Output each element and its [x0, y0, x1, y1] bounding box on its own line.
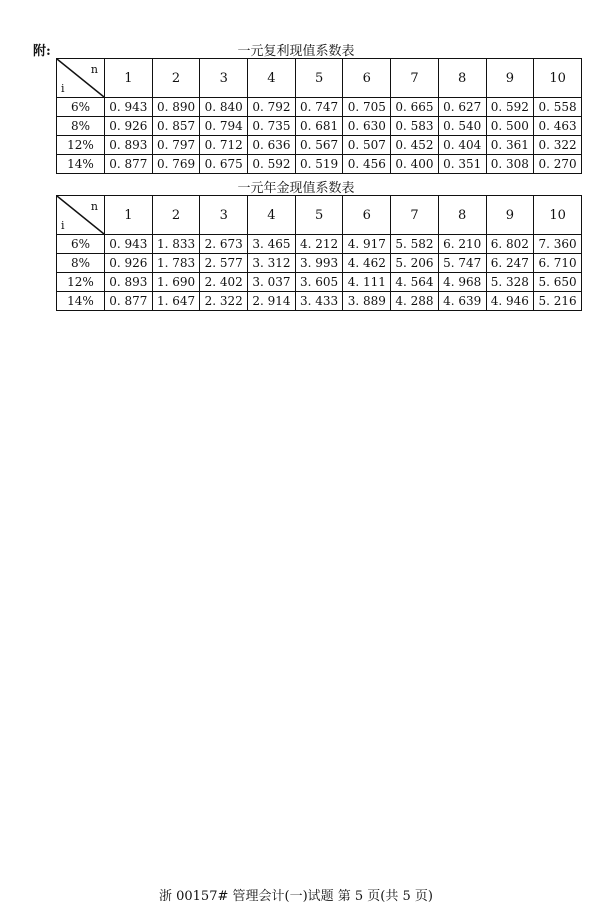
column-header: 4 [248, 196, 296, 235]
table-cell: 4. 564 [391, 273, 439, 292]
table-cell: 2. 322 [200, 292, 248, 311]
table-cell: 0. 308 [486, 155, 534, 174]
table-cell: 0. 675 [200, 155, 248, 174]
table-cell: 0. 636 [248, 136, 296, 155]
table-cell: 0. 877 [105, 292, 153, 311]
attachment-label: 附: [33, 44, 51, 59]
table-cell: 0. 794 [200, 117, 248, 136]
table-cell: 2. 914 [248, 292, 296, 311]
table-cell: 3. 605 [295, 273, 343, 292]
rate-label: 12% [57, 273, 105, 292]
table-cell: 3. 037 [248, 273, 296, 292]
column-header: 9 [486, 59, 534, 98]
column-header: 4 [248, 59, 296, 98]
column-header: 1 [105, 196, 153, 235]
table-cell: 0. 404 [438, 136, 486, 155]
table-cell: 0. 890 [152, 98, 200, 117]
table-cell: 4. 639 [438, 292, 486, 311]
table2-title: 一元年金现值系数表 [237, 181, 355, 196]
column-header: 10 [534, 196, 582, 235]
table-cell: 0. 792 [248, 98, 296, 117]
table-cell: 5. 328 [486, 273, 534, 292]
column-header: 5 [295, 59, 343, 98]
table-cell: 0. 769 [152, 155, 200, 174]
table-cell: 0. 592 [486, 98, 534, 117]
table-cell: 1. 647 [152, 292, 200, 311]
column-header: 6 [343, 196, 391, 235]
table-cell: 0. 840 [200, 98, 248, 117]
table-cell: 4. 288 [391, 292, 439, 311]
table-cell: 6. 710 [534, 254, 582, 273]
table-cell: 3. 312 [248, 254, 296, 273]
table-cell: 0. 712 [200, 136, 248, 155]
table-cell: 5. 216 [534, 292, 582, 311]
rate-label: 6% [57, 235, 105, 254]
column-header: 7 [391, 59, 439, 98]
column-header: 10 [534, 59, 582, 98]
table-cell: 0. 456 [343, 155, 391, 174]
corner-cell [57, 196, 105, 235]
corner-row-label: i [61, 82, 65, 95]
table-cell: 0. 351 [438, 155, 486, 174]
table-cell: 3. 993 [295, 254, 343, 273]
table-cell: 0. 857 [152, 117, 200, 136]
rate-label: 12% [57, 136, 105, 155]
table-cell: 0. 500 [486, 117, 534, 136]
table-cell: 0. 592 [248, 155, 296, 174]
column-header: 3 [200, 196, 248, 235]
rate-label: 8% [57, 254, 105, 273]
column-header: 7 [391, 196, 439, 235]
header-row [57, 196, 582, 235]
table1-title: 一元复利现值系数表 [237, 44, 355, 59]
corner-row-label: i [61, 219, 65, 232]
table-row [57, 98, 582, 117]
table-cell: 2. 577 [200, 254, 248, 273]
table-cell: 0. 943 [105, 98, 153, 117]
table-cell: 0. 270 [534, 155, 582, 174]
rate-label: 6% [57, 98, 105, 117]
table-row [57, 292, 582, 311]
column-header: 5 [295, 196, 343, 235]
table-cell: 0. 893 [105, 273, 153, 292]
column-header: 8 [438, 59, 486, 98]
annuity-present-value-table [56, 195, 582, 311]
table-cell: 0. 627 [438, 98, 486, 117]
table-cell: 4. 462 [343, 254, 391, 273]
table-cell: 6. 247 [486, 254, 534, 273]
table-row [57, 254, 582, 273]
table-cell: 5. 747 [438, 254, 486, 273]
table-cell: 0. 540 [438, 117, 486, 136]
present-value-table [56, 58, 582, 174]
table-cell: 4. 212 [295, 235, 343, 254]
table-cell: 4. 917 [343, 235, 391, 254]
corner-col-label: n [90, 200, 98, 213]
table-cell: 1. 690 [152, 273, 200, 292]
table-cell: 0. 893 [105, 136, 153, 155]
table-cell: 0. 926 [105, 117, 153, 136]
column-header: 2 [152, 59, 200, 98]
column-header: 6 [343, 59, 391, 98]
table-cell: 0. 681 [295, 117, 343, 136]
table-cell: 0. 797 [152, 136, 200, 155]
table-cell: 0. 452 [391, 136, 439, 155]
table-body [57, 59, 582, 174]
column-header: 9 [486, 196, 534, 235]
table-cell: 0. 322 [534, 136, 582, 155]
page-footer: 浙 00157# 管理会计(一)试题 第 5 页(共 5 页) [158, 889, 433, 904]
table-cell: 0. 400 [391, 155, 439, 174]
table-cell: 2. 402 [200, 273, 248, 292]
table-cell: 6. 802 [486, 235, 534, 254]
table-cell: 0. 735 [248, 117, 296, 136]
table-cell: 3. 889 [343, 292, 391, 311]
table-cell: 0. 665 [391, 98, 439, 117]
table-cell: 7. 360 [534, 235, 582, 254]
table-cell: 0. 463 [534, 117, 582, 136]
column-header: 8 [438, 196, 486, 235]
table-cell: 0. 507 [343, 136, 391, 155]
table-cell: 4. 968 [438, 273, 486, 292]
table-cell: 6. 210 [438, 235, 486, 254]
table-cell: 0. 705 [343, 98, 391, 117]
table-row [57, 273, 582, 292]
corner-cell [57, 59, 105, 98]
table-row [57, 235, 582, 254]
column-header: 1 [105, 59, 153, 98]
table-cell: 0. 926 [105, 254, 153, 273]
column-header: 2 [152, 196, 200, 235]
table-cell: 5. 650 [534, 273, 582, 292]
table-cell: 0. 943 [105, 235, 153, 254]
table-row [57, 155, 582, 174]
table-cell: 2. 673 [200, 235, 248, 254]
rate-label: 8% [57, 117, 105, 136]
table-row [57, 117, 582, 136]
table-cell: 0. 747 [295, 98, 343, 117]
table-body [57, 196, 582, 311]
table-row [57, 136, 582, 155]
table-cell: 5. 582 [391, 235, 439, 254]
rate-label: 14% [57, 292, 105, 311]
table-cell: 0. 877 [105, 155, 153, 174]
corner-col-label: n [90, 63, 98, 76]
table-cell: 4. 946 [486, 292, 534, 311]
table-cell: 1. 783 [152, 254, 200, 273]
header-row [57, 59, 582, 98]
table-cell: 0. 567 [295, 136, 343, 155]
table-cell: 3. 433 [295, 292, 343, 311]
rate-label: 14% [57, 155, 105, 174]
table-cell: 0. 361 [486, 136, 534, 155]
column-header: 3 [200, 59, 248, 98]
table-cell: 0. 583 [391, 117, 439, 136]
table-cell: 0. 630 [343, 117, 391, 136]
table-cell: 1. 833 [152, 235, 200, 254]
table-cell: 5. 206 [391, 254, 439, 273]
table-cell: 4. 111 [343, 273, 391, 292]
table-cell: 0. 558 [534, 98, 582, 117]
table-cell: 0. 519 [295, 155, 343, 174]
table-cell: 3. 465 [248, 235, 296, 254]
